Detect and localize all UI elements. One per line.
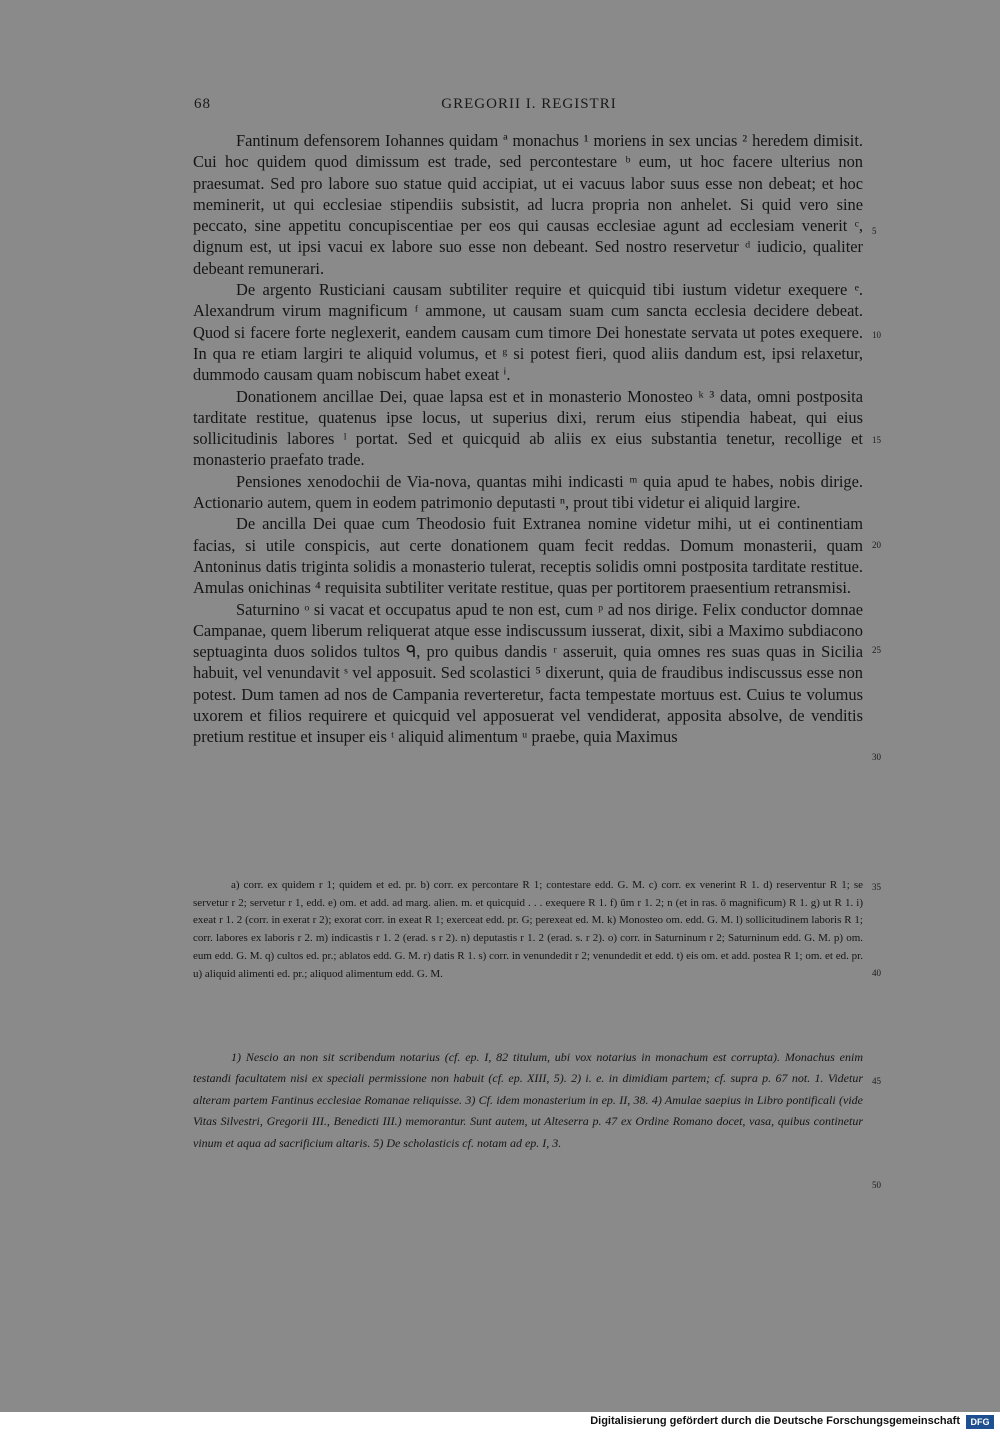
paragraph: Pensiones xenodochii de Via-nova, quantas mihi indicasti ᵐ quia apud te habes, nobis dirige. Actionario autem, quem in eodem patrimonio deputasti ⁿ, prout tibi videtur ei aliquid largire. bbox=[193, 471, 863, 513]
line-number: 35 bbox=[872, 882, 881, 892]
footer-bar bbox=[0, 1412, 1000, 1433]
funding-credit: Digitalisierung gefördert durch die Deutsche Forschungsgemeinschaft bbox=[590, 1415, 960, 1427]
line-number: 30 bbox=[872, 752, 881, 762]
critical-notes-text: a) corr. ex quidem r 1; quidem et ed. pr. b) corr. ex percontare R 1; contestare edd. G. M. c) corr. ex venerint R 1. d) reserventur R 1; se servetur r 2; servetur r 1, edd. e) om. et add. ad marg. alien. m. et quicquid . . . exequere R 1. f) ūm r 1. 2; n (et in ras. ō magnificum) R 1. g) ut R 1. i) exeat r 1. 2 (corr. in exerat r 2); exorat corr. in exeat R 1; exerceat edd. pr. G; perexeat ed. M. k) Monosteo om. edd. G. M. l) sollicitudinem laboris R 1; corr. labores ex laboris r 2. m) indicastis r 1. 2 (erad. s r 2). n) deputastis r 1. 2 (erad. s. r 2). o) corr. in Saturninum r 2; Saturninum edd. G. M. p) om. eum edd. G. M. q) cultos ed. pr.; ablatos edd. G. M. r) datis R 1. s) corr. in venundedit r 2; venundedit et edd. t) eis om. et add. postea R 1; om. et ed. pr. u) aliquid alimenti ed. pr.; aliquod alimentum edd. G. M. bbox=[193, 879, 863, 980]
line-number: 50 bbox=[872, 1180, 881, 1190]
paragraph: De ancilla Dei quae cum Theodosio fuit Extranea nomine videtur mihi, ut ei continentiam facias, si utile conspicis, aut certe donationem quam fecit reddas. Domum monasterii, quam Antoninus datis triginta solidis a monasterio tulerat, receptis solidis omni postposita tarditate restitue. Amulas onichinas ⁴ requisita subtiliter veritate restitue, quas per portitorem praesentium retransmisi. bbox=[193, 514, 863, 598]
running-header bbox=[194, 96, 864, 116]
dfg-logo-icon: DFG bbox=[966, 1415, 994, 1429]
line-number: 10 bbox=[872, 330, 881, 340]
commentary-notes bbox=[193, 1047, 863, 1154]
paragraph: Donationem ancillae Dei, quae lapsa est et in monasterio Monosteo ᵏ ³ data, omni postposita tarditate restitue, quatenus ipse locus, ut superius dixi, rerum eius stipendia habeat, qui eius sollicitudinis labores ˡ portat. Sed et quicquid ab aliis ex eius substantia tenetur, recollige et monasterio praefato trade. bbox=[193, 386, 863, 470]
line-number: 25 bbox=[872, 645, 881, 655]
line-number: 45 bbox=[872, 1076, 881, 1086]
line-number: 40 bbox=[872, 968, 881, 978]
critical-apparatus bbox=[193, 877, 863, 983]
line-number: 15 bbox=[872, 435, 881, 445]
paragraph: De argento Rusticiani causam subtiliter require et quicquid tibi iustum videtur exequere ᵉ. Alexandrum virum magnificum ᶠ ammone, ut causam suam cum sancta ecclesia decidere debeat. Quod si facere forte neglexerit, eandem causam cum timore Dei honestate servata ut potes exequere. In qua re etiam largiri te aliquid volumus, et ᵍ si potest fieri, quod aliis dandum est, ipsi relaxetur, dummodo causam quam nobiscum habet exeat ⁱ. bbox=[193, 280, 863, 385]
line-number: 20 bbox=[872, 540, 881, 550]
paragraph: Fantinum defensorem Iohannes quidam ª monachus ¹ moriens in sex uncias ² heredem dimisit. Cui hoc quidem quod dimissum est trade, sed percontestare ᵇ eum, ut hoc facere ulterius non praesumat. Sed pro labore suo statue quid accipiat, ut ei vacuus labor suus esse non debeat; et hoc meminerit, ut qui ecclesiae stipendiis subsistit, ad lucra propria non anhelet. Si quid vero sine peccato, sine appetitu concupiscentiae per eos qui causas ecclesiae agunt ad ecclesiam venerit ᶜ, dignum est, ut ipsi vacui ex labore suo esse non debeant. Sed nostro reservetur ᵈ iudicio, qualiter debeant remunerari. bbox=[193, 131, 863, 278]
line-number: 5 bbox=[872, 226, 877, 236]
paragraph: Saturnino ᵒ si vacat et occupatus apud te non est, cum ᵖ ad nos dirige. Felix conductor domnae Campanae, quem liberum reliquerat atque esse indiscussum iusserat, dixit, sibi a Maximo subdiacono septuaginta duos solidos tultos ᑫ, pro quibus dandis ʳ asseruit, quia omnes res suas quas in Sicilia habuit, vel venundavit ˢ vel apposuit. Sed scolastici ⁵ dixerunt, quia de fraudibus indiscussus esse non potest. Dum tamen ad nos de Campania reverteretur, facta tempestate mortuus est. Cuius te volumus uxorem et filios requirere et quicquid vel apposuerat vel vendiderat, apposita absolve, de venditis pretium restitue et insuper eis ᵗ aliquid alimentum ᵘ praebe, quia Maximus bbox=[193, 599, 863, 747]
commentary-notes-text: 1) Nescio an non sit scribendum notarius (cf. ep. I, 82 titulum, ubi vox notarius in monachum est corrupta). Monachus enim testandi facultatem nisi ex speciali permissione non habuit (cf. ep. XIII, 5). 2) i. e. in dimidiam partem; cf. supra p. 67 not. 1. Videtur alteram partem Fantinus ecclesiae Romanae reliquisse. 3) Cf. idem monasterium in ep. II, 38. 4) Amulae saepius in Libro pontificali (vide Vitas Silvestri, Gregorii III., Benedicti III.) memorantur. Sunt autem, ut Alteserra p. 47 ex Ordine Romano docet, vasa, quibus continetur vinum et aqua ad sacrificium altaris. 5) De scholasticis cf. notam ad ep. I, 3. bbox=[193, 1050, 863, 1150]
running-title: GREGORII I. REGISTRI bbox=[441, 96, 617, 112]
main-text bbox=[193, 130, 863, 748]
page-number: 68 bbox=[194, 96, 211, 112]
